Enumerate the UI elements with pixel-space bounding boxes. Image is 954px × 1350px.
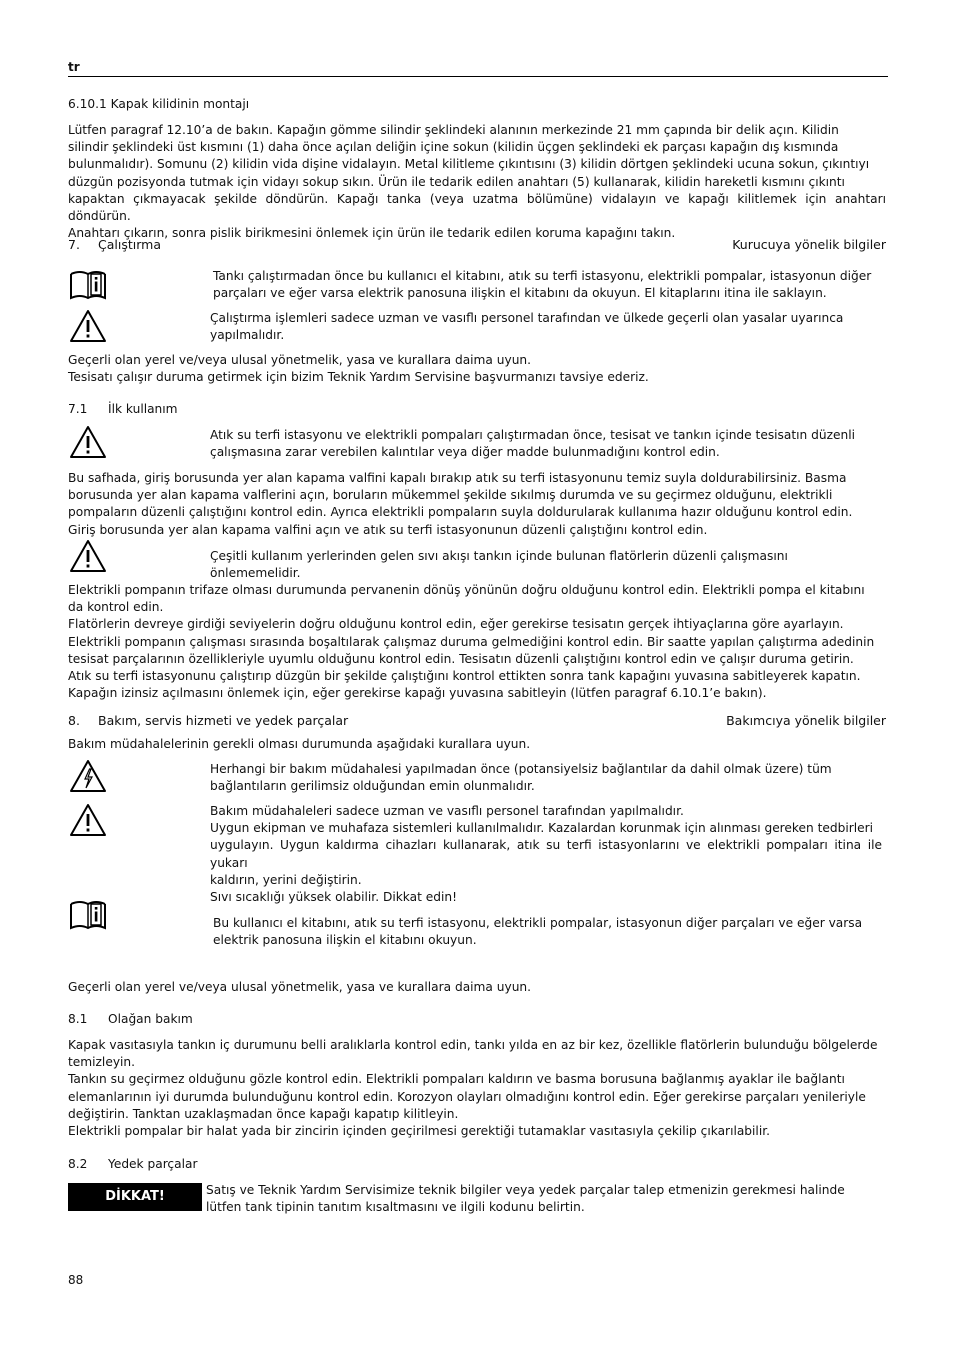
text-line: Geçerli olan yerel ve/veya ulusal yönetmelik, yasa ve kurallara daima uyun. <box>68 353 532 367</box>
text-line: Çalıştırma işlemleri sadece uzman ve vasıflı personel tarafından ve ülkede geçerli olan yasalar uyarınca <box>210 311 844 325</box>
warning-note <box>210 803 882 906</box>
warning-note <box>210 310 882 344</box>
section-7-heading <box>68 237 886 253</box>
text-line: Flatörlerin devreye girdiği seviyelerin doğru olduğunu kontrol edin, eğer gerekirse tesisatın gerçek ihtiyaçlarına göre ayarlayın. <box>68 617 844 632</box>
text-line: Tesisatı çalışır duruma getirmek için bizim Teknik Yardım Servisine başvurmanızı tavsiye ederiz. <box>68 370 649 385</box>
text-line: silindir şeklindeki üst kısmını (1) daha önce açılan deliğin içine sokun (kilidin üçgen şeklindeki ek parçası kapağın dış kısmında <box>68 140 839 155</box>
text-line: da kontrol edin. <box>68 600 164 615</box>
text-line: yapılmalıdır. <box>210 328 285 343</box>
text-line: Bu kullanıcı el kitabını, atık su terfi istasyonu, elektrikli pompalar, istasyonun diğer parçaları ve eğer varsa <box>213 916 863 930</box>
text-line: Kapak vasıtasıyla tankın iç durumunu belli aralıklarla kontrol edin, tankı yılda en az bir kez, özellikle flatörlerin bulunduğu bölgelerde <box>68 1038 878 1052</box>
section-7-text <box>68 352 886 386</box>
text-line: Atık su terfi istasyonunu çalıştırıp düzgün bir şekilde çalıştığını kontrol ettikten sonra tank kapağını yuvasına sabitleyerek kapatın. <box>68 669 861 684</box>
manual-icon <box>68 896 108 932</box>
warning-icon <box>68 308 108 344</box>
electric-hazard-icon <box>68 758 108 794</box>
section-title: Çalıştırma <box>98 237 161 252</box>
warning-note: Çeşitli kullanım yerlerinden gelen sıvı akışı tankın içinde bulunan flatörlerin düzenli çalışmasını önlememelidir. <box>210 549 788 581</box>
text-line: kaldırın, yerini değiştirin. <box>210 872 362 887</box>
text-line: Sıvı sıcaklığı yüksek olabilir. Dikkat edin! <box>210 890 457 905</box>
warning-icon <box>68 424 108 460</box>
text-line: Kapağın izinsiz açılmasını önlemek için, eğer gerekirse kapağı yuvasına sabitleyin (lütfen paragraf 6.10.1’e bakın). <box>68 686 767 701</box>
warning-note <box>210 427 882 461</box>
text-line: Elektrikli pompanın trifaze olması durumunda pervanenin dönüş yönünün doğru olduğunu kontrol edin. Elektrikli pompa el kitabını <box>68 583 865 597</box>
text-line: temizleyin. <box>68 1055 136 1070</box>
text-line: tesisat parçalarının özellikleriyle uyumlu olduğunu kontrol edin. Tesisatın düzenli çalıştığını kontrol edin ve çalışır duruma getirin. <box>68 651 854 666</box>
section-7-1-text-2 <box>68 582 886 702</box>
text-line: bulunmalıdır). Somunu (2) kilidin vida dişine vidalayın. Metal kilitleme çıkıntısını (3) kilidin dörtgen şeklindeki ucuna sokun, çıkıntıyı <box>68 157 870 172</box>
text-line: kapaktan çıkmayacak şekilde döndürün. Kapağı tanka (veya uzatma bölümüne) vidalayın ve kapağı kilitlemek için anahtarı döndürün. <box>68 191 886 224</box>
manual-note <box>213 268 885 302</box>
audience-label: Kurucuya yönelik bilgiler <box>732 237 886 252</box>
text-line: Atık su terfi istasyonu ve elektrikli pompaları çalıştırmadan önce, tesisat ve tankın içinde tesisatın düzenli <box>210 428 855 442</box>
manual-icon <box>68 266 108 302</box>
text-line: düzgün pozisyonda tutmak için vidayı sokup sıkın. Ürün ile tedarik edilen anahtarı (5) kullanarak, kilidin hareketli kısmını çıkıntı <box>68 174 845 189</box>
section-number: 8.2 <box>68 1157 88 1171</box>
text-line: pompaların düzenli çalıştığını kontrol edin. Ayrıca elektrikli pompaların suyla doldurularak kullanıma hazır olduğunu kontrol edin. <box>68 505 853 520</box>
manual-note <box>213 915 885 949</box>
section-number: 7.1 <box>68 402 88 416</box>
text-line: Tankın su geçirmez olduğunu gözle kontrol edin. Elektrikli pompaları kaldırın ve basma borusuna bağlanmış ayaklar ile bağlantı <box>68 1072 845 1087</box>
section-title: Olağan bakım <box>108 1012 193 1026</box>
section-7-1-text <box>68 470 886 539</box>
warning-icon <box>68 802 108 838</box>
section-number: 8. <box>68 713 80 728</box>
header-rule <box>68 76 888 77</box>
section-8-intro: Bakım müdahalelerinin gerekli olması durumunda aşağıdaki kurallara uyun. <box>68 737 531 751</box>
electric-note <box>210 761 882 795</box>
section-6-10-1-title: 6.10.1 Kapak kilidinin montajı <box>68 97 250 111</box>
text-line: borusunda yer alan kapama valflerini açın, boruların mükemmel şekilde sıkılmış durumda ve su geçirmez olduğunu, elektrikli <box>68 488 833 503</box>
text-line: çalışmasına zarar verebilen kalıntılar veya diğer madde bulunmadığını kontrol edin. <box>210 445 720 460</box>
text-line: uygulayın. Uygun kaldırma cihazları kullanarak, atık su terfi istasyonlarını ve elektrikli pompaları itina ile yukarı <box>210 838 882 870</box>
page-number: 88 <box>68 1273 84 1287</box>
text-line: parçaları ve eğer varsa elektrik panosuna ilişkin el kitabını da okuyun. El kitaplarını itina ile saklayın. <box>213 286 827 301</box>
text-line: Giriş borusunda yer alan kapama valfini açın ve atık su terfi istasyonunun düzenli çalıştığını kontrol edin. <box>68 522 708 537</box>
section-title: Bakım, servis hizmeti ve yedek parçalar <box>98 713 349 728</box>
text-line: Bakım müdahaleleri sadece uzman ve vasıflı personel tarafından yapılmalıdır. <box>210 804 684 818</box>
section-number: 8.1 <box>68 1012 88 1026</box>
text-line: Anahtarı çıkarın, sonra pislik birikmesini önlemek için ürün ile tedarik edilen koruma kapağını takın. <box>68 226 676 241</box>
audience-label: Bakımcıya yönelik bilgiler <box>726 713 886 728</box>
section-title: Yedek parçalar <box>108 1157 198 1171</box>
section-8-2-heading <box>68 1156 197 1172</box>
text-line: elektrik panosuna ilişkin el kitabını okuyun. <box>213 933 477 948</box>
text-line: lütfen tank tipinin tanıtım kısaltmasını ve ilgili kodunu belirtin. <box>206 1200 585 1215</box>
language-tag: tr <box>68 60 80 74</box>
section-8-heading <box>68 713 886 729</box>
section-8-text: Geçerli olan yerel ve/veya ulusal yönetmelik, yasa ve kurallara daima uyun. <box>68 980 532 994</box>
attention-note <box>206 1182 886 1216</box>
text-line: Uygun ekipman ve muhafaza sistemleri kullanılmalıdır. Kazalardan korunmak için alınması gereken tedbirleri <box>210 821 874 836</box>
text-line: Elektrikli pompanın çalışması sırasında boşaltılarak çalışmaz duruma gelmediğini kontrol edin. Bir saatte yapılan çalıştırma adedinin <box>68 634 875 649</box>
text-line: Elektrikli pompalar bir halat yada bir zincirin içinden geçirilmesi gerektiği tutamaklar vasıtasıyla çekilip çıkarılabilir. <box>68 1124 770 1139</box>
warning-icon <box>68 538 108 574</box>
section-6-10-1-text <box>68 122 886 242</box>
attention-label: DİKKAT! <box>68 1183 202 1211</box>
text-line: Bu safhada, giriş borusunda yer alan kapama valfini kapalı bırakıp atık su terfi istasyonunu temiz suyla doldurabilirsiniz. Basma <box>68 471 847 485</box>
section-title: İlk kullanım <box>108 402 178 416</box>
section-number: 7. <box>68 237 80 252</box>
text-line: değiştirin. Tanktan uzaklaşmadan önce kapağı kapatıp kilitleyin. <box>68 1106 459 1121</box>
text-line: elemanlarının iyi durumda bulunduğunu kontrol edin. Korozyon olayları olmadığını kontrol edin. Eğer gerekirse parçaları yenileriyle <box>68 1089 866 1104</box>
text-line: Tankı çalıştırmadan önce bu kullanıcı el kitabını, atık su terfi istasyonu, elektrikli pompalar, istasyonun diğer <box>213 269 872 283</box>
section-8-1-heading <box>68 1011 193 1027</box>
text-line: bağlantıların gerilimsiz olduğundan emin olunmalıdır. <box>210 779 535 794</box>
section-8-1-text <box>68 1037 886 1140</box>
text-line: Lütfen paragraf 12.10’a de bakın. Kapağın gömme silindir şeklindeki alanının merkezinde 21 mm çapında bir delik açın. Kilidin <box>68 123 839 137</box>
text-line: Satış ve Teknik Yardım Servisimize teknik bilgiler veya yedek parçalar talep etmenizin gerekmesi halinde <box>206 1183 845 1197</box>
section-7-1-heading <box>68 401 178 417</box>
text-line: Herhangi bir bakım müdahalesi yapılmadan önce (potansiyelsiz bağlantılar da dahil olmak üzere) tüm <box>210 762 832 776</box>
